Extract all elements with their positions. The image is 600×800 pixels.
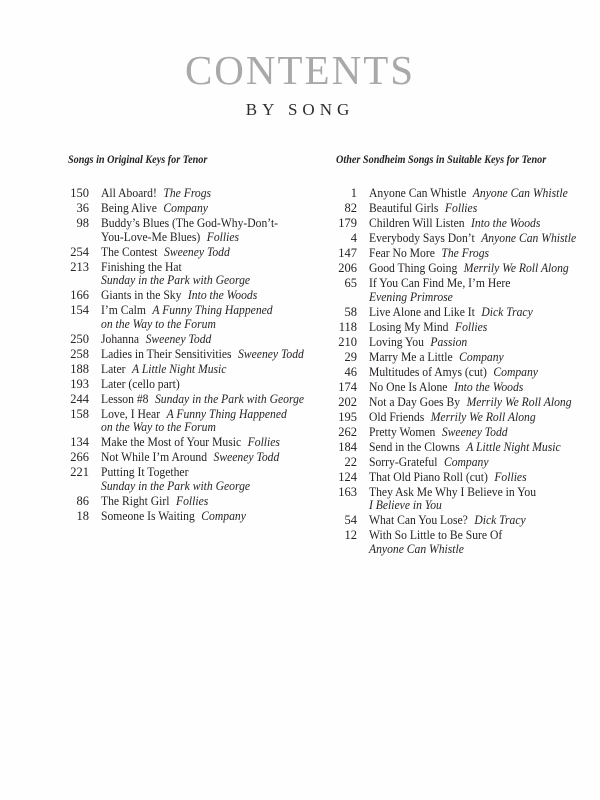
entry-text xyxy=(369,396,587,410)
entry-line xyxy=(101,202,208,216)
show-name: Company xyxy=(201,508,246,523)
page-number: 193 xyxy=(70,376,89,391)
entry-text xyxy=(101,333,220,347)
entry-line xyxy=(369,247,489,261)
song-title: Multitudes of Amys (cut) xyxy=(369,364,487,379)
entry-text xyxy=(369,277,521,304)
entry-line xyxy=(369,456,489,470)
page-title: CONTENTS xyxy=(184,47,416,93)
page-number: 250 xyxy=(70,331,89,346)
toc-columns xyxy=(0,152,600,558)
entry-text xyxy=(101,495,216,509)
entry-line xyxy=(101,495,208,509)
show-name: A Funny Thing Happened xyxy=(152,303,273,317)
toc-entry xyxy=(60,348,310,362)
entry-line xyxy=(101,231,278,245)
song-title: That Old Piano Roll (cut) xyxy=(369,469,488,484)
toc-entry xyxy=(60,304,310,331)
entry-text xyxy=(101,436,293,450)
page-number: 210 xyxy=(338,334,357,349)
show-name: Anyone Can Whistle xyxy=(481,231,577,245)
page-number: 1 xyxy=(350,186,357,200)
show-name: Sweeney Todd xyxy=(145,331,212,346)
show-name: Into the Woods xyxy=(453,379,524,394)
toc-entry xyxy=(60,510,310,524)
entry-line xyxy=(101,246,230,260)
entry-text xyxy=(101,187,219,201)
entry-line xyxy=(369,486,536,500)
song-title: Live Alone and Like It xyxy=(369,304,475,319)
page-number: 258 xyxy=(70,346,89,361)
page-number: 179 xyxy=(338,216,357,230)
page-number: 244 xyxy=(70,391,89,406)
song-title: Johanna xyxy=(101,331,140,346)
page-number: 58 xyxy=(344,304,357,319)
entry-line xyxy=(369,396,572,410)
page-number: 188 xyxy=(70,361,89,376)
toc-entry xyxy=(60,436,310,450)
page-number: 150 xyxy=(70,186,89,200)
toc-entry xyxy=(328,217,590,231)
entry-text xyxy=(369,441,575,455)
song-title: Old Friends xyxy=(369,409,425,424)
show-name: Evening Primrose xyxy=(369,289,453,304)
entry-text xyxy=(101,217,291,244)
song-title: Anyone Can Whistle xyxy=(369,186,467,200)
page-number: 134 xyxy=(70,435,89,449)
page-number: 46 xyxy=(344,364,357,379)
show-name: Company xyxy=(443,454,489,469)
song-title: The Contest xyxy=(101,244,158,259)
show-name: Sunday in the Park with George xyxy=(101,273,251,287)
page-number: 124 xyxy=(338,469,357,484)
entry-text xyxy=(101,261,261,288)
page-subtitle: BY SONG xyxy=(245,100,355,119)
show-name: Follies xyxy=(206,229,240,244)
song-title: Putting It Together xyxy=(101,465,189,479)
show-name: Follies xyxy=(444,201,478,215)
column-original-keys xyxy=(60,152,310,558)
show-name: Company xyxy=(459,349,504,364)
toc-entry xyxy=(328,486,590,513)
entry-line xyxy=(101,408,287,422)
entry-text xyxy=(101,510,257,524)
song-title: If You Can Find Me, I’m Here xyxy=(369,276,511,290)
show-name: Merrily We Roll Along xyxy=(466,394,572,409)
song-title: Being Alive xyxy=(101,201,157,215)
entry-line xyxy=(101,348,304,362)
song-title: All Aboard! xyxy=(101,186,157,200)
song-title: With So Little to Be Sure Of xyxy=(369,528,503,542)
entry-text xyxy=(101,466,261,493)
toc-entry xyxy=(60,187,310,201)
toc-entry xyxy=(328,202,590,216)
song-title: Finishing the Hat xyxy=(101,259,182,274)
show-name: Follies xyxy=(454,319,488,334)
toc-entry xyxy=(60,378,310,392)
toc-entry xyxy=(60,393,310,407)
entry-line xyxy=(101,318,273,332)
entry-text xyxy=(101,246,239,260)
toc-entry xyxy=(60,289,310,303)
entry-list-original-keys xyxy=(60,187,310,523)
show-name: Dick Tracy xyxy=(474,513,526,527)
toc-entry xyxy=(328,187,590,201)
entry-text xyxy=(369,187,583,201)
song-title: No One Is Alone xyxy=(369,379,448,394)
toc-entry xyxy=(60,246,310,260)
entry-text xyxy=(101,408,301,435)
entry-line xyxy=(369,543,502,557)
toc-entry xyxy=(328,262,590,276)
song-title: Loving You xyxy=(369,334,424,349)
entry-line xyxy=(369,291,510,305)
page-number: 166 xyxy=(70,288,89,302)
show-name: Follies xyxy=(494,469,527,484)
show-name: Into the Woods xyxy=(187,288,258,302)
page-number: 262 xyxy=(338,424,357,439)
entry-line xyxy=(369,441,561,455)
page-number: 266 xyxy=(70,450,89,464)
entry-line xyxy=(101,261,250,275)
show-name: Sweeney Todd xyxy=(213,450,280,464)
toc-entry xyxy=(328,277,590,304)
song-title: Later xyxy=(101,361,126,376)
entry-line xyxy=(101,304,273,318)
show-name: Merrily We Roll Along xyxy=(463,261,569,275)
entry-line xyxy=(101,421,287,435)
song-title: Someone Is Waiting xyxy=(101,508,195,523)
column-other-sondheim xyxy=(328,152,590,558)
entry-text xyxy=(369,217,553,231)
page-number: 22 xyxy=(344,454,357,469)
song-title: The Right Girl xyxy=(101,493,170,508)
song-title: Send in the Clowns xyxy=(369,439,460,454)
entry-line xyxy=(101,480,250,494)
song-title: Losing My Mind xyxy=(369,319,449,334)
entry-line xyxy=(369,232,576,246)
page-number: 154 xyxy=(70,303,89,317)
show-name: Into the Woods xyxy=(471,216,541,230)
page-number: 86 xyxy=(76,493,89,508)
page-number: 54 xyxy=(344,513,357,527)
show-name: The Frogs xyxy=(441,246,490,260)
entry-line xyxy=(369,187,568,201)
toc-entry xyxy=(60,261,310,288)
show-name: Merrily We Roll Along xyxy=(430,409,536,424)
song-title: What Can You Lose? xyxy=(369,513,468,527)
show-name: Sweeney Todd xyxy=(164,244,230,259)
show-name: Sweeney Todd xyxy=(441,424,508,439)
entry-line xyxy=(101,363,226,377)
entry-line xyxy=(101,187,211,201)
toc-entry xyxy=(60,333,310,347)
toc-entry xyxy=(328,366,590,380)
entry-line xyxy=(101,393,304,407)
entry-text xyxy=(369,351,514,365)
page-number: 36 xyxy=(76,201,89,215)
page-number: 65 xyxy=(344,276,357,290)
show-name: Anyone Can Whistle xyxy=(472,186,568,200)
column-heading-other-sondheim: Other Sondheim Songs in Suitable Keys for Tenor xyxy=(336,152,547,166)
entry-line xyxy=(369,306,533,320)
entry-text xyxy=(101,393,319,407)
toc-entry xyxy=(328,232,590,246)
entry-line xyxy=(369,262,569,276)
toc-entry xyxy=(328,321,590,335)
song-title: Buddy’s Blues (The God-Why-Don’t- xyxy=(101,216,279,230)
song-title: Lesson #8 xyxy=(101,391,149,406)
entry-text xyxy=(369,366,551,380)
column-heading-original-keys: Songs in Original Keys for Tenor xyxy=(68,152,208,166)
entry-text xyxy=(369,247,498,261)
entry-line xyxy=(369,202,477,216)
toc-entry xyxy=(60,466,310,493)
entry-line xyxy=(101,333,211,347)
song-title: Sorry-Grateful xyxy=(369,454,438,469)
entry-line xyxy=(369,277,510,291)
entry-text xyxy=(369,471,538,485)
show-name: A Little Night Music xyxy=(466,439,561,454)
entry-line xyxy=(369,514,526,528)
page-number: 18 xyxy=(76,508,89,523)
song-title: Giants in the Sky xyxy=(101,288,182,302)
entry-list-other-sondheim xyxy=(328,187,590,556)
entry-text xyxy=(369,426,518,440)
show-name: Dick Tracy xyxy=(481,304,533,319)
show-name: I Believe in You xyxy=(369,498,442,512)
show-name: Sunday in the Park with George xyxy=(154,391,305,406)
entry-text xyxy=(369,529,512,556)
entry-text xyxy=(101,202,216,216)
show-name: Anyone Can Whistle xyxy=(369,541,464,556)
show-name: The Frogs xyxy=(163,186,212,200)
toc-entry xyxy=(328,529,590,556)
entry-text xyxy=(101,348,319,362)
entry-line xyxy=(101,289,257,303)
song-title: Not While I’m Around xyxy=(101,450,208,464)
page-number: 254 xyxy=(70,244,89,259)
toc-entry xyxy=(60,217,310,244)
song-title: Children Will Listen xyxy=(369,216,465,230)
entry-line xyxy=(369,529,502,543)
entry-text xyxy=(369,514,537,528)
page-number: 147 xyxy=(338,246,357,260)
page-number: 221 xyxy=(70,465,89,479)
page-number: 158 xyxy=(70,406,89,421)
entry-text xyxy=(369,262,584,276)
entry-line xyxy=(369,426,508,440)
toc-entry xyxy=(328,514,590,528)
toc-entry xyxy=(60,408,310,435)
song-title: I’m Calm xyxy=(101,303,146,317)
song-title: Ladies in Their Sensitivities xyxy=(101,346,232,361)
show-name: A Little Night Music xyxy=(132,361,227,376)
entry-text xyxy=(101,451,293,465)
toc-entry xyxy=(328,247,590,261)
entry-line xyxy=(101,217,278,231)
entry-text xyxy=(369,381,535,395)
show-name: Passion xyxy=(430,334,468,349)
song-title: Love, I Hear xyxy=(101,406,161,421)
entry-text xyxy=(369,336,475,350)
entry-line xyxy=(101,378,180,392)
page-number: 195 xyxy=(338,409,357,424)
entry-text xyxy=(369,306,545,320)
entry-line xyxy=(101,436,280,450)
entry-line xyxy=(369,217,540,231)
page-number: 174 xyxy=(338,379,357,394)
entry-line xyxy=(101,451,279,465)
page-number: 206 xyxy=(338,261,357,275)
entry-line xyxy=(101,510,246,524)
toc-entry xyxy=(328,411,590,425)
toc-entry xyxy=(328,381,590,395)
song-title: They Ask Me Why I Believe in You xyxy=(369,484,537,499)
page-number: 163 xyxy=(338,484,357,499)
entry-text xyxy=(369,321,496,335)
show-name: Company xyxy=(163,201,208,215)
entry-text xyxy=(101,363,236,377)
song-title: Marry Me a Little xyxy=(369,349,453,364)
entry-line xyxy=(369,351,504,365)
page-number: 118 xyxy=(338,319,357,334)
toc-entry xyxy=(328,336,590,350)
entry-line xyxy=(369,381,523,395)
toc-entry xyxy=(328,471,590,485)
song-title: Everybody Says Don’t xyxy=(369,231,475,245)
entry-line xyxy=(369,411,536,425)
show-name: on the Way to the Forum xyxy=(101,420,216,434)
entry-text xyxy=(101,378,186,392)
show-name: Company xyxy=(493,364,538,379)
page-number: 202 xyxy=(338,394,357,409)
entry-line xyxy=(101,274,250,288)
entry-text xyxy=(369,486,549,513)
entry-line xyxy=(369,499,536,513)
page-number: 4 xyxy=(350,231,357,245)
entry-line xyxy=(369,336,467,350)
song-title: Later (cello part) xyxy=(101,376,180,391)
page-number: 98 xyxy=(76,216,89,230)
show-name: Sweeney Todd xyxy=(238,346,304,361)
toc-entry xyxy=(328,441,590,455)
toc-entry xyxy=(328,456,590,470)
entry-line xyxy=(369,471,527,485)
entry-text xyxy=(101,289,269,303)
entry-text xyxy=(369,202,485,216)
toc-entry xyxy=(60,451,310,465)
entry-text xyxy=(369,456,498,470)
toc-entry xyxy=(328,396,590,410)
entry-text xyxy=(369,411,548,425)
page-number: 184 xyxy=(338,439,357,454)
song-title: Fear No More xyxy=(369,246,435,260)
entry-line xyxy=(101,466,250,480)
song-title: You-Love-Me Blues) xyxy=(101,229,201,244)
page-number: 213 xyxy=(70,259,89,274)
entry-line xyxy=(369,366,538,380)
entry-text xyxy=(101,304,286,331)
show-name: Follies xyxy=(247,435,280,449)
toc-entry xyxy=(328,351,590,365)
entry-text xyxy=(369,232,592,246)
page-number: 29 xyxy=(344,349,357,364)
show-name: on the Way to the Forum xyxy=(101,316,216,331)
toc-entry xyxy=(60,363,310,377)
toc-entry xyxy=(60,495,310,509)
song-title: Not a Day Goes By xyxy=(369,394,461,409)
show-name: A Funny Thing Happened xyxy=(166,406,287,421)
toc-entry xyxy=(60,202,310,216)
toc-entry xyxy=(328,426,590,440)
page-number: 82 xyxy=(344,201,357,215)
entry-line xyxy=(369,321,487,335)
song-title: Make the Most of Your Music xyxy=(101,435,242,449)
song-title: Good Thing Going xyxy=(369,261,458,275)
song-title: Beautiful Girls xyxy=(369,201,439,215)
page-number: 12 xyxy=(344,528,357,542)
show-name: Follies xyxy=(175,493,209,508)
toc-entry xyxy=(328,306,590,320)
song-title: Pretty Women xyxy=(369,424,436,439)
show-name: Sunday in the Park with George xyxy=(101,478,251,493)
